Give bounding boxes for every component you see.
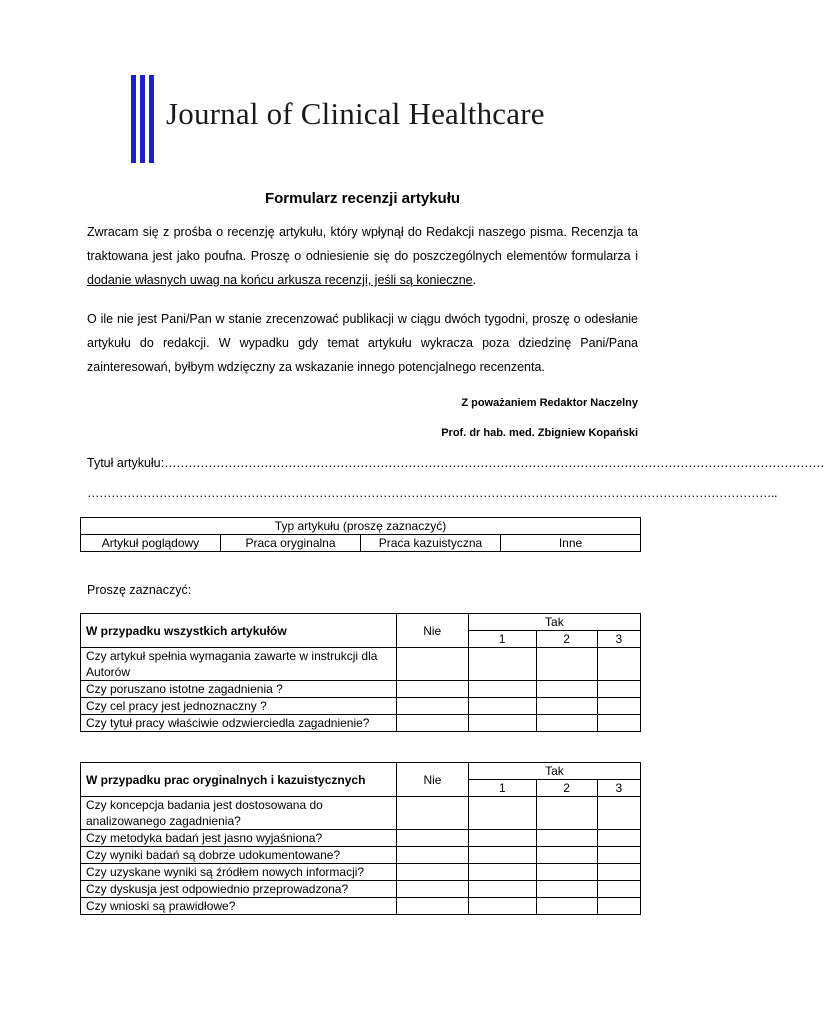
answer-1-cell[interactable] [468, 830, 536, 847]
form-title: Formularz recenzji artykułu [264, 190, 461, 207]
question-cell: Czy poruszano istotne zagadnienia ? [81, 681, 397, 698]
article-title-dots: ……………………………………………………………………………………………………………………………………………………….. [87, 486, 777, 500]
answer-3-cell[interactable] [597, 830, 640, 847]
answer-no-cell[interactable] [396, 648, 468, 681]
scale-2: 2 [536, 631, 597, 648]
answer-1-cell[interactable] [468, 698, 536, 715]
answer-2-cell[interactable] [536, 881, 597, 898]
table-row [81, 648, 641, 681]
answer-2-cell[interactable] [536, 898, 597, 915]
question-cell: Czy uzyskane wyniki są źródłem nowych informacji? [81, 864, 397, 881]
original-works-title: W przypadku prac oryginalnych i kazuistycznych [81, 763, 397, 797]
answer-2-cell[interactable] [536, 847, 597, 864]
question-cell: Czy metodyka badań jest jasno wyjaśniona? [81, 830, 397, 847]
intro-line: Zwracam się z prośba o recenzję artykułu, który wpłynął do Redakcji naszego pisma. Recenzja ta [87, 225, 638, 239]
second-line: zainteresowań, byłbym wdzięczny za wskazanie innego potencjalnego recenzenta. [87, 360, 545, 374]
table-row [81, 797, 641, 830]
answer-2-cell[interactable] [536, 715, 597, 732]
table-row [81, 715, 641, 732]
answer-2-cell[interactable] [536, 797, 597, 830]
answer-3-cell[interactable] [597, 648, 640, 681]
intro-line: traktowana jest jako poufna. Proszę o odniesienie się do poszczególnych elementów formularza i [87, 249, 638, 263]
article-type-option[interactable]: Artykuł poglądowy [81, 535, 221, 552]
article-type-option[interactable]: Praca oryginalna [221, 535, 361, 552]
question-cell: Czy tytuł pracy właściwie odzwierciedla zagadnienie? [81, 715, 397, 732]
signature-line1: Z poważaniem Redaktor Naczelny [461, 397, 638, 409]
answer-1-cell[interactable] [468, 648, 536, 681]
yes-header: Tak [468, 763, 640, 780]
question-cell: Czy wyniki badań są dobrze udokumentowane? [81, 847, 397, 864]
answer-3-cell[interactable] [597, 715, 640, 732]
answer-no-cell[interactable] [396, 698, 468, 715]
journal-title: Journal of Clinical Healthcare [166, 96, 545, 131]
answer-no-cell[interactable] [396, 830, 468, 847]
intro-paragraph [87, 220, 638, 292]
answer-3-cell[interactable] [597, 797, 640, 830]
question-cell: Czy wnioski są prawidłowe? [81, 898, 397, 915]
scale-3: 3 [597, 631, 640, 648]
intro-line [87, 268, 638, 292]
answer-no-cell[interactable] [396, 797, 468, 830]
no-header: Nie [396, 614, 468, 648]
answer-1-cell[interactable] [468, 681, 536, 698]
article-title-field[interactable] [87, 456, 824, 470]
answer-3-cell[interactable] [597, 698, 640, 715]
answer-2-cell[interactable] [536, 864, 597, 881]
article-title-dots: ………………………………………………………………………………………………………………………………………………… [164, 456, 824, 470]
question-cell: Czy koncepcja badania jest dostosowana do analizowanego zagadnienia? [81, 797, 397, 830]
answer-1-cell[interactable] [468, 881, 536, 898]
answer-no-cell[interactable] [396, 898, 468, 915]
all-articles-title: W przypadku wszystkich artykułów [81, 614, 397, 648]
answer-3-cell[interactable] [597, 881, 640, 898]
answer-no-cell[interactable] [396, 881, 468, 898]
second-line: artykułu do redakcji. W wypadku gdy temat artykułu wykracza poza dziedzinę Pani/Pana [87, 336, 638, 350]
all-articles-table [80, 613, 641, 732]
answer-2-cell[interactable] [536, 830, 597, 847]
second-paragraph [87, 307, 638, 379]
intro-line-end: . [472, 273, 477, 287]
answer-2-cell[interactable] [536, 698, 597, 715]
table-row [81, 847, 641, 864]
table-row [81, 898, 641, 915]
original-works-table [80, 762, 641, 915]
article-title-field-continued[interactable] [87, 486, 777, 500]
yes-header: Tak [468, 614, 640, 631]
no-header: Nie [396, 763, 468, 797]
table-row [81, 864, 641, 881]
answer-1-cell[interactable] [468, 797, 536, 830]
scale-2: 2 [536, 780, 597, 797]
table-row [81, 681, 641, 698]
answer-1-cell[interactable] [468, 847, 536, 864]
answer-3-cell[interactable] [597, 864, 640, 881]
answer-3-cell[interactable] [597, 847, 640, 864]
answer-1-cell[interactable] [468, 715, 536, 732]
answer-2-cell[interactable] [536, 681, 597, 698]
please-mark-label: Proszę zaznaczyć: [87, 583, 192, 597]
article-type-header: Typ artykułu (proszę zaznaczyć) [81, 518, 641, 535]
intro-underlined-text: dodanie własnych uwag na końcu arkusza recenzji, jeśli są konieczne [87, 273, 473, 287]
article-type-option[interactable]: Praca kazuistyczna [361, 535, 501, 552]
question-cell: Czy artykuł spełnia wymagania zawarte w instrukcji dla Autorów [81, 648, 397, 681]
table-row [81, 698, 641, 715]
scale-3: 3 [597, 780, 640, 797]
answer-2-cell[interactable] [536, 648, 597, 681]
answer-no-cell[interactable] [396, 864, 468, 881]
answer-3-cell[interactable] [597, 898, 640, 915]
answer-1-cell[interactable] [468, 864, 536, 881]
question-cell: Czy dyskusja jest odpowiednio przeprowadzona? [81, 881, 397, 898]
table-row [81, 830, 641, 847]
article-type-option[interactable]: Inne [501, 535, 641, 552]
article-type-table [80, 517, 641, 552]
scale-1: 1 [468, 631, 536, 648]
question-cell: Czy cel pracy jest jednoznaczny ? [81, 698, 397, 715]
signature-line2: Prof. dr hab. med. Zbigniew Kopański [441, 427, 638, 439]
article-title-label: Tytuł artykułu: [87, 456, 165, 470]
answer-no-cell[interactable] [396, 847, 468, 864]
scale-1: 1 [468, 780, 536, 797]
answer-3-cell[interactable] [597, 681, 640, 698]
journal-logo-icon [131, 75, 155, 163]
table-row [81, 881, 641, 898]
answer-no-cell[interactable] [396, 715, 468, 732]
answer-no-cell[interactable] [396, 681, 468, 698]
answer-1-cell[interactable] [468, 898, 536, 915]
second-line: O ile nie jest Pani/Pan w stanie zrecenzować publikacji w ciągu dwóch tygodni, proszę o odesłanie [87, 312, 638, 326]
